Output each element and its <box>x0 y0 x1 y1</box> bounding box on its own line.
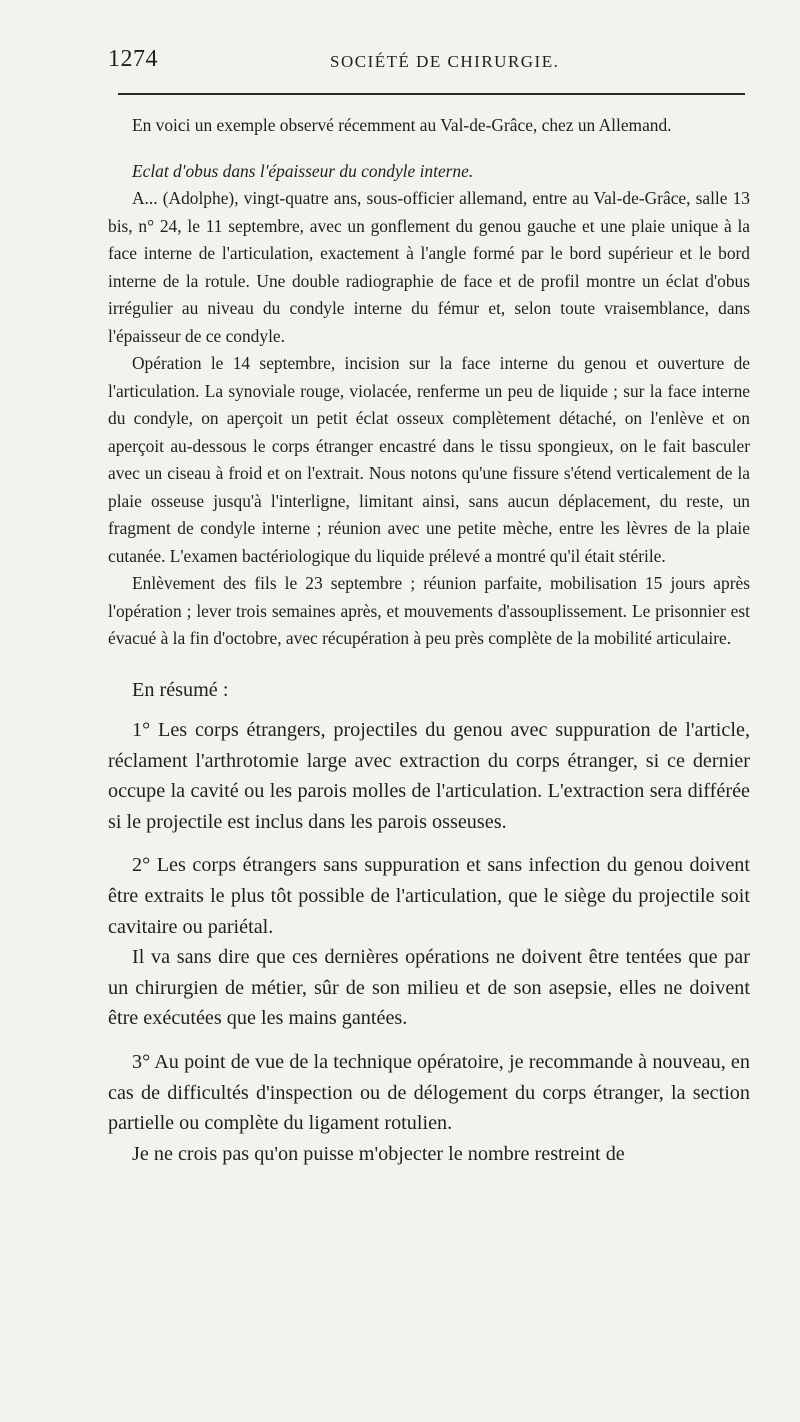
body-text <box>108 112 750 1169</box>
summary-heading: En résumé : <box>132 678 229 701</box>
case-title: Eclat d'obus dans l'épaisseur du condyle interne. <box>132 160 474 181</box>
header-rule <box>118 93 745 95</box>
intro-paragraph: En voici un exemple observé récemment au Val-de-Grâce, chez un Allemand. <box>132 115 672 135</box>
summary-section <box>108 675 750 1170</box>
summary-paragraph: Je ne crois pas qu'on puisse m'objecter le nombre restreint de <box>132 1142 625 1165</box>
case-paragraph: Enlèvement des fils le 23 septembre ; réunion parfaite, mobilisation 15 jours après l'opération ; lever trois semaines après, et mouvements d'assouplissement. Le prisonnier est évacué à la fin d'octobre, avec récupération à peu près complète de la mobilité articulaire. <box>108 573 750 648</box>
summary-paragraph: 3° Au point de vue de la technique opératoire, je recommande à nouveau, en cas de difficultés d'inspection ou de délogement du corps étranger, la section partielle ou complète du ligament rotulien. <box>108 1051 750 1135</box>
case-report <box>108 112 750 653</box>
case-paragraph: Opération le 14 septembre, incision sur la face interne du genou et ouverture de l'articulation. La synoviale rouge, violacée, renferme un peu de liquide ; sur la face interne du condyle, on aperçoit un petit éclat osseux complètement détaché, on l'enlève et on aperçoit au-dessous le corps étranger encastré dans le tissu spongieux, on le fait basculer avec un ciseau à froid et on l'extrait. Nous notons qu'une fissure s'étend verticalement de la plaie osseuse jusqu'à l'interligne, limitant ainsi, sans aucun déplacement, du reste, un fragment de condyle interne ; réunion avec une petite mèche, entre les lèvres de la plaie cutanée. L'examen bactériologique du liquide prélevé a montré qu'il était stérile. <box>108 353 750 566</box>
page-header <box>108 44 758 78</box>
running-title: SOCIÉTÉ DE CHIRURGIE. <box>330 52 560 71</box>
case-paragraph: A... (Adolphe), vingt-quatre ans, sous-officier allemand, entre au Val-de-Grâce, salle 13 bis, n° 24, le 11 septembre, avec un gonflement du genou gauche et une plaie unique à la face interne de l'articulation, exactement à l'angle formé par le bord supérieur et le bord interne de la rotule. Une double radiographie de face et de profil montre un éclat d'obus irrégulier au niveau du condyle interne du fémur et, selon toute vraisemblance, dans l'épaisseur de ce condyle. <box>108 188 750 346</box>
summary-paragraph: 1° Les corps étrangers, projectiles du genou avec suppuration de l'article, réclament l'arthrotomie large avec extraction du corps étranger, si ce dernier occupe la cavité ou les parois molles de l'articulation. L'extraction sera différée si le projectile est inclus dans les parois osseuses. <box>108 719 750 833</box>
summary-paragraph: Il va sans dire que ces dernières opérations ne doivent être tentées que par un chirurgien de métier, sûr de son milieu et de son asepsie, elles ne doivent être exécutées que les mains gantées. <box>108 946 750 1030</box>
summary-paragraph: 2° Les corps étrangers sans suppuration et sans infection du genou doivent être extraits le plus tôt possible de l'articulation, que le siège du projectile soit cavitaire ou pariétal. <box>108 854 750 938</box>
page-number: 1274 <box>108 46 158 72</box>
